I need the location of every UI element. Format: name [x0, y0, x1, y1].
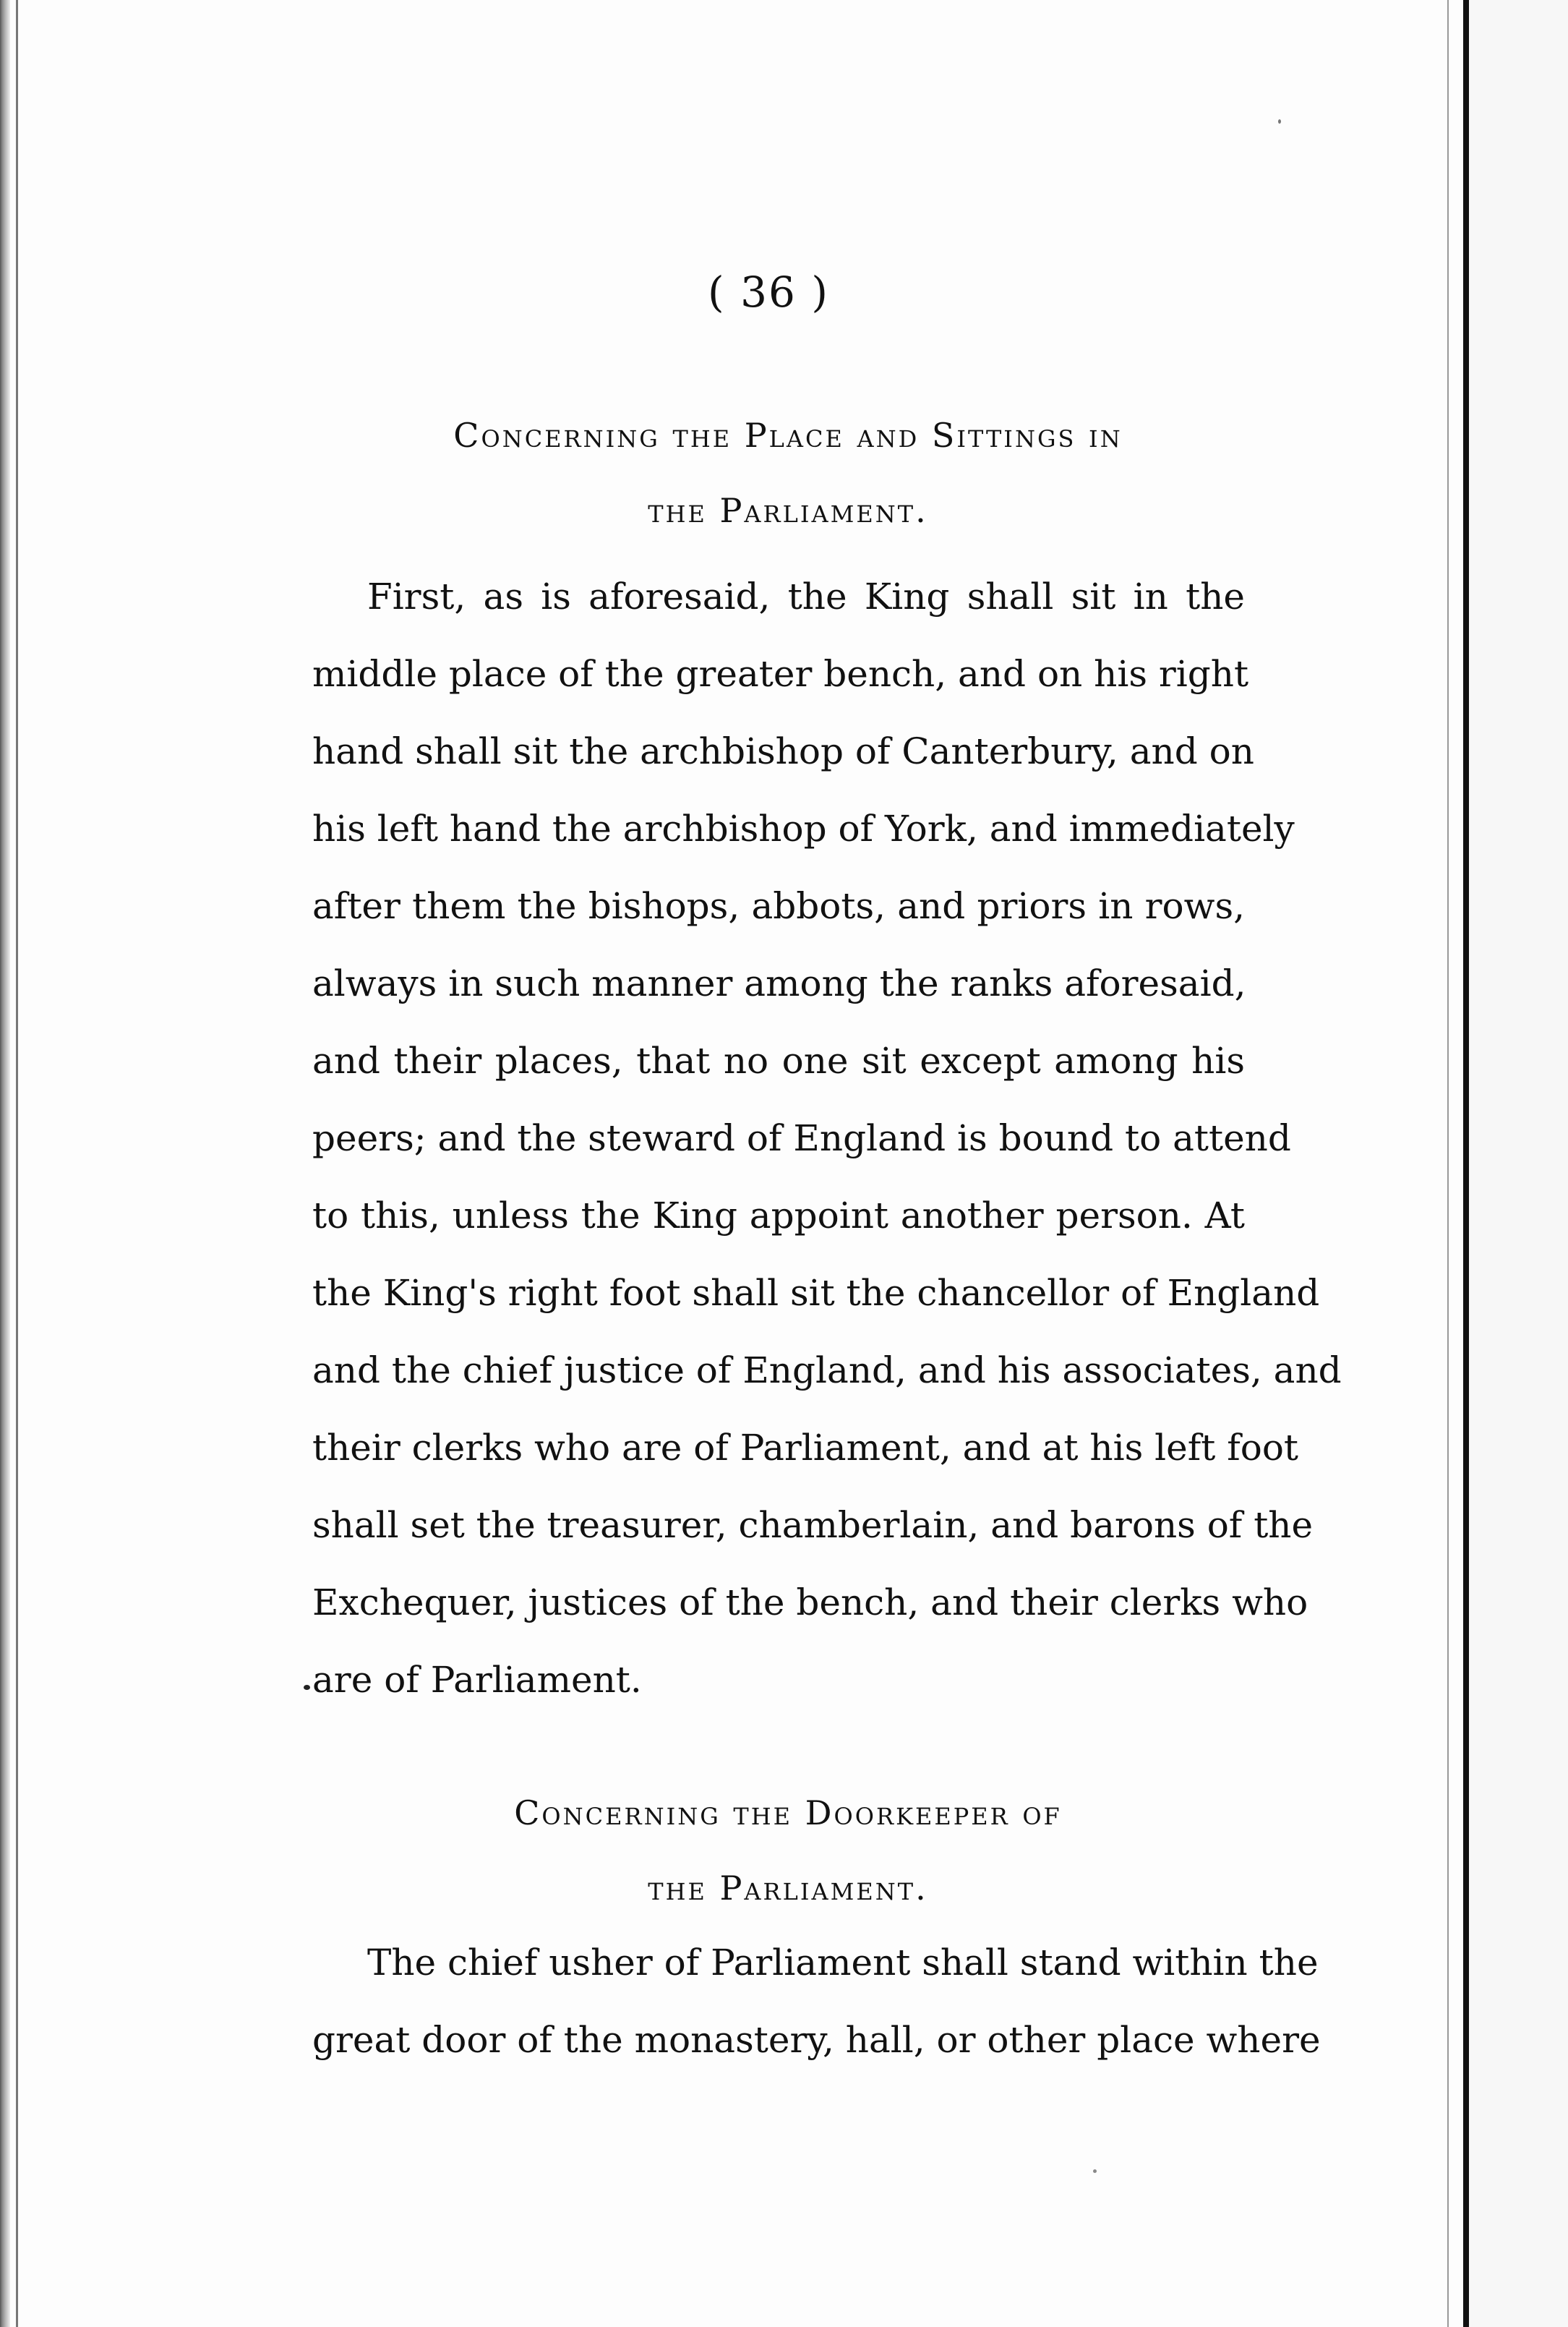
- ink-speck: [304, 1685, 310, 1690]
- text-line: First, as is aforesaid, the King shall sit in the: [367, 576, 1245, 618]
- text-line: are of Parliament.: [312, 1659, 642, 1701]
- paragraph-place-and-sittings: [312, 558, 1342, 1719]
- heading-line: the Parliament.: [648, 1869, 928, 1908]
- binding-thin-line: [1447, 0, 1449, 2327]
- heading-line: Concerning the Doorkeeper of: [514, 1793, 1062, 1832]
- text-line: hand shall sit the archbishop of Canterbury, and on: [312, 730, 1254, 772]
- text-line: great door of the monastery, hall, or other place where: [312, 2019, 1321, 2061]
- text-line: Exchequer, justices of the bench, and their clerks who: [312, 1581, 1308, 1623]
- page-number: ( 36 ): [708, 268, 829, 317]
- text-line: after them the bishops, abbots, and priors in rows,: [312, 885, 1245, 927]
- text-line: their clerks who are of Parliament, and at his left foot: [312, 1427, 1299, 1469]
- text-line: middle place of the greater bench, and on his right: [312, 653, 1249, 695]
- section-heading-place-and-sittings: [333, 398, 1243, 548]
- paragraph-doorkeeper: [312, 1924, 1321, 2079]
- text-line: The chief usher of Parliament shall stand within the: [367, 1942, 1319, 1984]
- text-line: the King's right foot shall sit the chancellor of England: [312, 1272, 1320, 1314]
- text-line: always in such manner among the ranks aforesaid,: [312, 962, 1246, 1004]
- left-page-edge-line: [16, 0, 18, 2327]
- binding-shadow: [1469, 0, 1568, 2327]
- ink-speck: [1278, 119, 1281, 124]
- text-line: and their places, that no one sit except among his: [312, 1040, 1245, 1082]
- text-line: and the chief justice of England, and his associates, and: [312, 1349, 1342, 1391]
- text-line: peers; and the steward of England is bound to attend: [312, 1117, 1291, 1159]
- heading-line: Concerning the Place and Sittings in: [453, 416, 1123, 455]
- text-line: shall set the treasurer, chamberlain, and barons of the: [312, 1504, 1314, 1546]
- heading-line: the Parliament.: [648, 491, 928, 530]
- text-line: to this, unless the King appoint another person. At: [312, 1195, 1245, 1237]
- left-page-edge: [0, 0, 10, 2327]
- binding-line: [1463, 0, 1469, 2327]
- text-line: his left hand the archbishop of York, and immediately: [312, 808, 1295, 850]
- section-heading-doorkeeper: [333, 1775, 1243, 1926]
- ink-speck: [1093, 2169, 1097, 2173]
